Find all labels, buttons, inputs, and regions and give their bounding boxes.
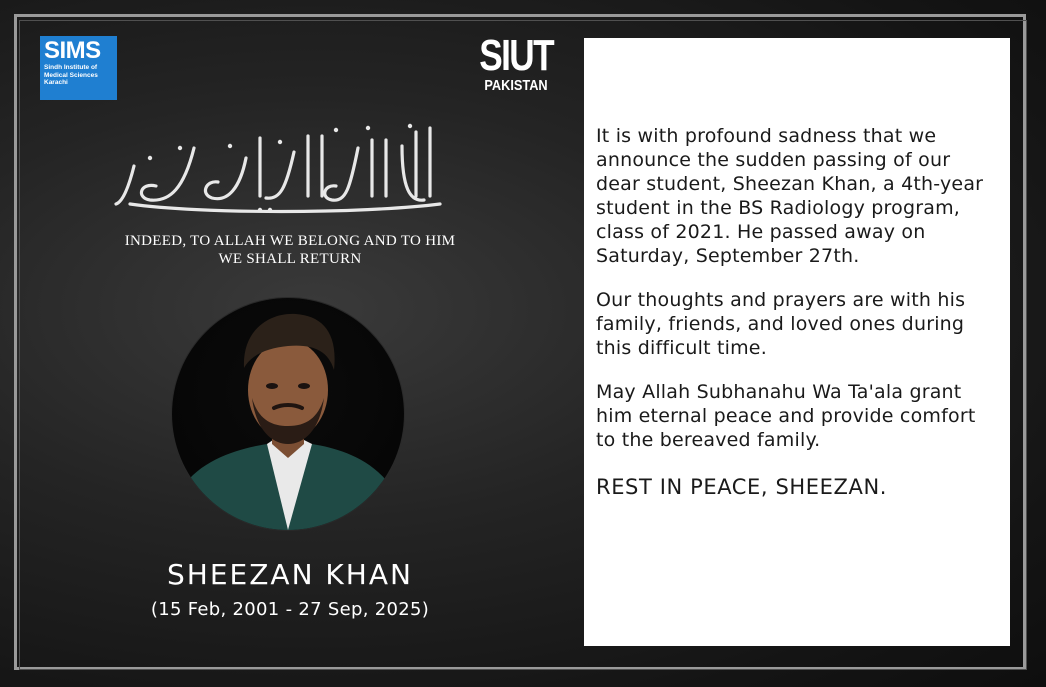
siut-logo-name: SIUT xyxy=(479,31,553,80)
sims-logo-line-1: Sindh Institute of xyxy=(44,64,98,71)
siut-logo-country: PAKISTAN xyxy=(484,77,548,94)
message-paragraph-1: It is with profound sadness that we announce the sudden passing of our dear student, Sheezan Khan, a 4th-year student in the BS Radiology program, class of 2021. He passed away on Saturday, September 27th. xyxy=(596,125,984,267)
deceased-name: SHEEZAN KHAN xyxy=(167,558,413,591)
portrait-photo xyxy=(172,298,404,530)
arabic-calligraphy xyxy=(110,118,450,218)
quote-line-2: WE SHALL RETURN xyxy=(218,251,362,267)
message-paragraph-2: Our thoughts and prayers are with his family, friends, and loved ones during this difficult time. xyxy=(596,289,966,359)
sims-logo-line-3: Karachi xyxy=(44,79,68,86)
calligraphy-text: إِنَّا لِلَّٰهِ وَإِنَّا إِلَيْهِ رَاجِعُونَ xyxy=(275,217,285,218)
siut-logo xyxy=(470,31,562,94)
rest-in-peace-line: REST IN PEACE, SHEEZAN. xyxy=(596,475,888,499)
quote-line-1: INDEED, TO ALLAH WE BELONG AND TO HIM xyxy=(124,233,456,249)
sims-logo-line-2: Medical Sciences xyxy=(44,71,98,79)
message-paragraph-3: May Allah Subhanahu Wa Ta'ala grant him eternal peace and provide comfort to the bereaved family. xyxy=(596,381,976,451)
life-dates: (15 Feb, 2001 - 27 Sep, 2025) xyxy=(150,599,430,620)
quote-translation xyxy=(60,232,520,268)
sims-logo xyxy=(40,36,117,100)
message-panel xyxy=(584,38,1010,646)
sims-logo-name: SIMS xyxy=(44,37,101,64)
